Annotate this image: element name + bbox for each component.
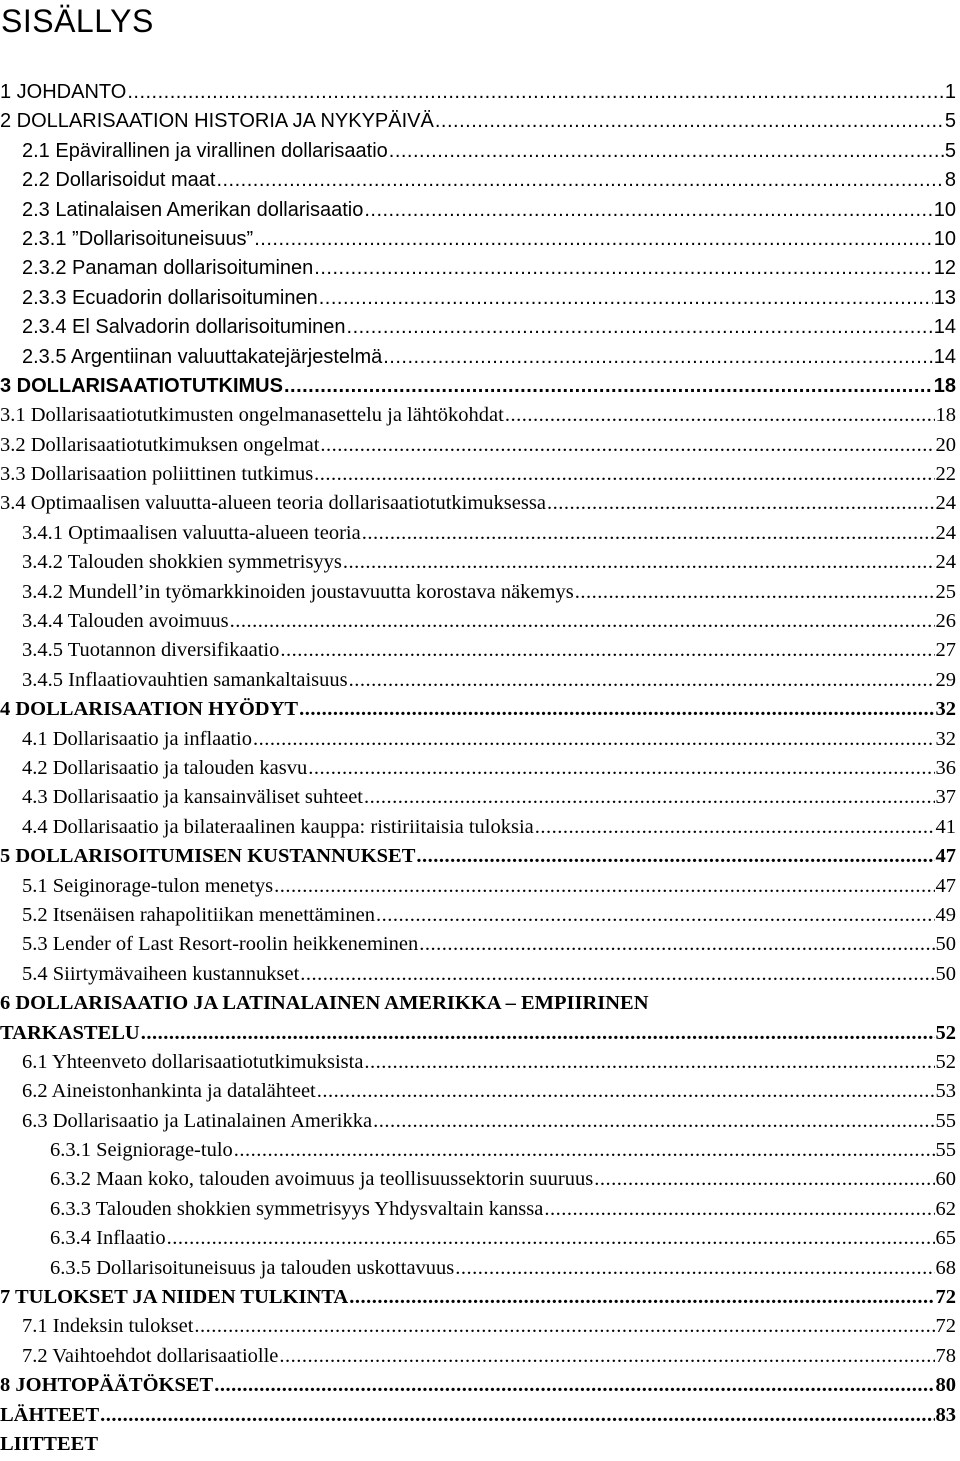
toc-dot-leader <box>167 1224 935 1253</box>
toc-page-number: 72 <box>935 1315 956 1338</box>
toc-page-number: 49 <box>935 903 956 926</box>
toc-entry-title: 5.3 Lender of Last Resort-roolin heikkeneminen <box>22 933 419 956</box>
toc-dot-leader <box>214 1371 934 1400</box>
toc-entry[interactable] <box>0 1342 960 1371</box>
toc-page-number: 52 <box>935 1050 956 1073</box>
toc-page-number: 26 <box>935 610 956 633</box>
toc-entry[interactable] <box>0 519 960 548</box>
toc-entry-title: 5.4 Siirtymävaiheen kustannukset <box>22 962 300 985</box>
toc-entry[interactable] <box>0 166 960 195</box>
toc-dot-leader <box>234 1136 935 1165</box>
toc-page-number: 24 <box>935 492 956 515</box>
toc-entry-title: 2.2 Dollarisoidut maat <box>22 169 216 192</box>
toc-dot-leader <box>343 548 935 577</box>
toc-entry[interactable] <box>0 1136 960 1165</box>
toc-entry[interactable] <box>0 783 960 812</box>
toc-entry-title: 2.3.5 Argentiinan valuuttakatejärjestelmä <box>22 345 383 368</box>
toc-entry[interactable] <box>0 313 960 342</box>
toc-dot-leader <box>308 754 934 783</box>
toc-page-number: 10 <box>933 198 956 221</box>
toc-entry-title: 6.3.2 Maan koko, talouden avoimuus ja teollisuussektorin suuruus <box>50 1168 594 1191</box>
toc-dot-leader <box>373 1107 934 1136</box>
toc-entry-title: 3.4.1 Optimaalisen valuutta-alueen teoria <box>22 521 361 544</box>
toc-entry[interactable] <box>0 1107 960 1136</box>
toc-entry[interactable] <box>0 1019 960 1048</box>
toc-entry-title: 4.3 Dollarisaatio ja kansainväliset suhteet <box>22 786 364 809</box>
toc-entry[interactable] <box>0 1077 960 1106</box>
toc-page-number: 14 <box>933 316 956 339</box>
toc-entry[interactable] <box>0 607 960 636</box>
toc-dot-leader <box>505 401 935 430</box>
toc-page-number: 50 <box>935 933 956 956</box>
toc-entry[interactable] <box>0 489 960 518</box>
toc-page-number: 24 <box>935 551 956 574</box>
toc-dot-leader <box>575 578 935 607</box>
toc-page-number: 65 <box>935 1227 956 1250</box>
toc-entry-title: 3.4 Optimaalisen valuutta-alueen teoria dollarisaatiotutkimuksessa <box>0 492 546 515</box>
toc-entry-title: 2 DOLLARISAATION HISTORIA JA NYKYPÄIVÄ <box>0 110 434 133</box>
toc-dot-leader <box>455 1254 934 1283</box>
toc-entry[interactable] <box>0 1195 960 1224</box>
toc-dot-leader <box>230 607 935 636</box>
toc-dot-leader <box>347 313 933 342</box>
toc-entry-title: 4.4 Dollarisaatio ja bilateraalinen kauppa: ristiriitaisia tuloksia <box>22 815 534 838</box>
toc-entry[interactable] <box>0 548 960 577</box>
toc-entry-title: 3 DOLLARISAATIOTUTKIMUS <box>0 374 283 397</box>
toc-entry-title: 3.4.5 Tuotannon diversifikaatio <box>22 639 280 662</box>
toc-entry-title: 4.1 Dollarisaatio ja inflaatio <box>22 727 252 750</box>
toc-page-number: 37 <box>935 786 956 809</box>
toc-page-number: 22 <box>935 463 956 486</box>
toc-dot-leader <box>535 813 935 842</box>
toc-dot-leader <box>253 725 935 754</box>
toc-page-number: 55 <box>935 1139 956 1162</box>
toc-page-number: 14 <box>933 345 956 368</box>
toc-page-number: 41 <box>935 815 956 838</box>
toc-entry-title: 7.1 Indeksin tulokset <box>22 1315 194 1338</box>
toc-dot-leader <box>100 1401 934 1430</box>
toc-page-number: 36 <box>935 756 956 779</box>
toc-page-number: 53 <box>935 1080 956 1103</box>
toc-entry-title: 3.3 Dollarisaation poliittinen tutkimus <box>0 463 314 486</box>
toc-dot-leader <box>300 960 934 989</box>
toc-entry-title: 5.1 Seiginorage-tulon menetys <box>22 874 274 897</box>
toc-entry[interactable] <box>0 1048 960 1077</box>
toc-entry[interactable] <box>0 930 960 959</box>
toc-entry-title: 6.3.1 Seigniorage-tulo <box>50 1139 233 1162</box>
toc-entry[interactable] <box>0 372 960 401</box>
toc-dot-leader <box>547 489 935 518</box>
page-title: SISÄLLYS <box>1 3 154 39</box>
toc-entry-title: 3.1 Dollarisaatiotutkimusten ongelmanasettelu ja lähtökohdat <box>0 404 504 427</box>
toc-page-number: 68 <box>935 1256 956 1279</box>
toc-entry[interactable] <box>0 872 960 901</box>
toc-entry-title: 6.2 Aineistonhankinta ja datalähteet <box>22 1080 316 1103</box>
toc-entry[interactable] <box>0 1312 960 1341</box>
toc-page-number: 18 <box>933 374 956 397</box>
toc-dot-leader <box>279 1342 934 1371</box>
toc-page-number: 18 <box>935 404 956 427</box>
toc-page-number: 5 <box>944 139 956 162</box>
toc-dot-leader <box>284 372 933 401</box>
toc-entry[interactable] <box>0 196 960 225</box>
toc-entry[interactable] <box>0 1401 960 1430</box>
toc-dot-leader <box>280 636 934 665</box>
toc-page-number: 47 <box>935 845 956 868</box>
toc-page-number: 83 <box>935 1403 956 1426</box>
toc-dot-leader <box>349 666 935 695</box>
toc-entry-title: 2.3 Latinalaisen Amerikan dollarisaatio <box>22 198 364 221</box>
toc-entry[interactable] <box>0 1283 960 1312</box>
toc-entry[interactable] <box>0 343 960 372</box>
toc-page-number: 62 <box>935 1197 956 1220</box>
toc-dot-leader <box>317 1077 935 1106</box>
toc-dot-leader <box>364 783 934 812</box>
toc-page-number: 12 <box>933 257 956 280</box>
toc-entry[interactable] <box>0 254 960 283</box>
toc-entry-title: 1 JOHDANTO <box>0 81 127 103</box>
table-of-contents <box>0 78 960 1459</box>
toc-dot-leader <box>594 1165 934 1194</box>
toc-entry[interactable] <box>0 754 960 783</box>
toc-entry-title: 3.4.5 Inflaatiovauhtien samankaltaisuus <box>22 668 348 691</box>
toc-entry-title: 6.3.4 Inflaatio <box>50 1227 166 1250</box>
toc-entry[interactable] <box>0 666 960 695</box>
toc-entry-title: 6.3.5 Dollarisoituneisuus ja talouden uskottavuus <box>50 1256 455 1279</box>
toc-dot-leader <box>320 431 934 460</box>
toc-dot-leader <box>419 930 934 959</box>
toc-dot-leader <box>216 166 943 195</box>
toc-dot-leader <box>314 254 932 283</box>
toc-page-number: 29 <box>935 668 956 691</box>
toc-entry-title: 4 DOLLARISAATION HYÖDYT <box>0 698 299 721</box>
toc-entry[interactable] <box>0 725 960 754</box>
toc-entry-title: 3.4.2 Mundell’in työmarkkinoiden joustavuutta korostava näkemys <box>22 580 574 603</box>
toc-dot-leader <box>299 695 934 724</box>
toc-dot-leader <box>194 1312 934 1341</box>
toc-entry[interactable] <box>0 137 960 166</box>
toc-entry-title: 8 JOHTOPÄÄTÖKSET <box>0 1374 214 1397</box>
toc-entry-title: 2.3.1 ”Dollarisoituneisuus” <box>22 227 254 250</box>
toc-dot-leader <box>141 1019 935 1048</box>
toc-dot-leader <box>127 78 944 107</box>
toc-entry[interactable] <box>0 842 960 871</box>
toc-entry-title: 2.3.4 El Salvadorin dollarisoituminen <box>22 316 346 339</box>
toc-entry[interactable] <box>0 431 960 460</box>
toc-page-number: 5 <box>944 110 956 133</box>
toc-page-number: 20 <box>935 433 956 456</box>
toc-entry-title: 2.3.3 Ecuadorin dollarisoituminen <box>22 286 318 309</box>
toc-dot-leader <box>383 343 933 372</box>
toc-entry-title: 5 DOLLARISOITUMISEN KUSTANNUKSET <box>0 845 416 868</box>
toc-entry-title: 5.2 Itsenäisen rahapolitiikan menettäminen <box>22 903 375 926</box>
toc-entry-title: 6.3 Dollarisaatio ja Latinalainen Amerikka <box>22 1109 373 1132</box>
toc-entry[interactable] <box>0 1224 960 1253</box>
toc-dot-leader <box>389 137 944 166</box>
toc-dot-leader <box>544 1195 934 1224</box>
toc-dot-leader <box>274 872 934 901</box>
toc-dot-leader <box>314 460 934 489</box>
toc-entry-title: 2.3.2 Panaman dollarisoituminen <box>22 257 314 280</box>
toc-dot-leader <box>376 901 935 930</box>
toc-page-number: 27 <box>935 639 956 662</box>
toc-entry[interactable] <box>0 695 960 724</box>
toc-entry[interactable] <box>0 460 960 489</box>
toc-page-number: 55 <box>935 1109 956 1132</box>
toc-page-number: 25 <box>935 580 956 603</box>
toc-page-number: 72 <box>935 1286 956 1309</box>
toc-entry-appendices[interactable]: LIITTEET <box>0 1432 98 1455</box>
toc-entry-title: 3.4.4 Talouden avoimuus <box>22 610 229 633</box>
toc-entry[interactable] <box>0 107 960 136</box>
toc-entry[interactable] <box>0 578 960 607</box>
toc-page-number: 1 <box>944 81 956 103</box>
toc-dot-leader <box>362 519 935 548</box>
toc-entry-title: 2.1 Epävirallinen ja virallinen dollarisaatio <box>22 139 388 162</box>
toc-dot-leader <box>435 107 944 136</box>
toc-page-number: 32 <box>935 698 956 721</box>
toc-page-number: 80 <box>935 1374 956 1397</box>
toc-dot-leader <box>364 196 932 225</box>
toc-page-number: 60 <box>935 1168 956 1191</box>
toc-dot-leader <box>254 225 933 254</box>
toc-entry[interactable] <box>0 401 960 430</box>
toc-page-number: 24 <box>935 521 956 544</box>
toc-entry-title: 4.2 Dollarisaatio ja talouden kasvu <box>22 756 308 779</box>
toc-entry[interactable] <box>0 1165 960 1194</box>
toc-entry[interactable] <box>0 78 960 107</box>
toc-entry-title: 7 TULOKSET JA NIIDEN TULKINTA <box>0 1286 349 1309</box>
toc-entry[interactable] <box>0 1254 960 1283</box>
toc-entry[interactable] <box>0 225 960 254</box>
toc-page-number: 52 <box>935 1021 956 1044</box>
toc-entry[interactable] <box>0 636 960 665</box>
toc-dot-leader <box>319 284 933 313</box>
toc-dot-leader <box>349 1283 934 1312</box>
toc-entry-title: 3.4.2 Talouden shokkien symmetrisyys <box>22 551 342 574</box>
toc-page-number: 8 <box>944 169 956 192</box>
toc-entry-title: 6.1 Yhteenveto dollarisaatiotutkimuksista <box>22 1050 364 1073</box>
toc-dot-leader <box>364 1048 934 1077</box>
toc-page-number: 50 <box>935 962 956 985</box>
toc-page-number: 47 <box>935 874 956 897</box>
toc-page-number: 32 <box>935 727 956 750</box>
toc-dot-leader <box>416 842 934 871</box>
toc-entry[interactable] <box>0 813 960 842</box>
toc-entry-title: TARKASTELU <box>0 1021 140 1044</box>
toc-entry[interactable] <box>0 901 960 930</box>
toc-entry[interactable] <box>0 960 960 989</box>
toc-entry[interactable] <box>0 284 960 313</box>
toc-entry-heading-line[interactable]: 6 DOLLARISAATIO JA LATINALAINEN AMERIKKA – EMPIIRINEN <box>0 992 649 1015</box>
toc-entry-title: 6.3.3 Talouden shokkien symmetrisyys Yhdysvaltain kanssa <box>50 1197 544 1220</box>
toc-entry-title: LÄHTEET <box>0 1403 100 1426</box>
toc-page-number: 13 <box>933 286 956 309</box>
toc-page-number: 10 <box>933 227 956 250</box>
toc-entry-title: 3.2 Dollarisaatiotutkimuksen ongelmat <box>0 433 320 456</box>
toc-entry[interactable] <box>0 1371 960 1400</box>
toc-page-number: 78 <box>935 1344 956 1367</box>
toc-entry-title: 7.2 Vaihtoehdot dollarisaatiolle <box>22 1344 279 1367</box>
